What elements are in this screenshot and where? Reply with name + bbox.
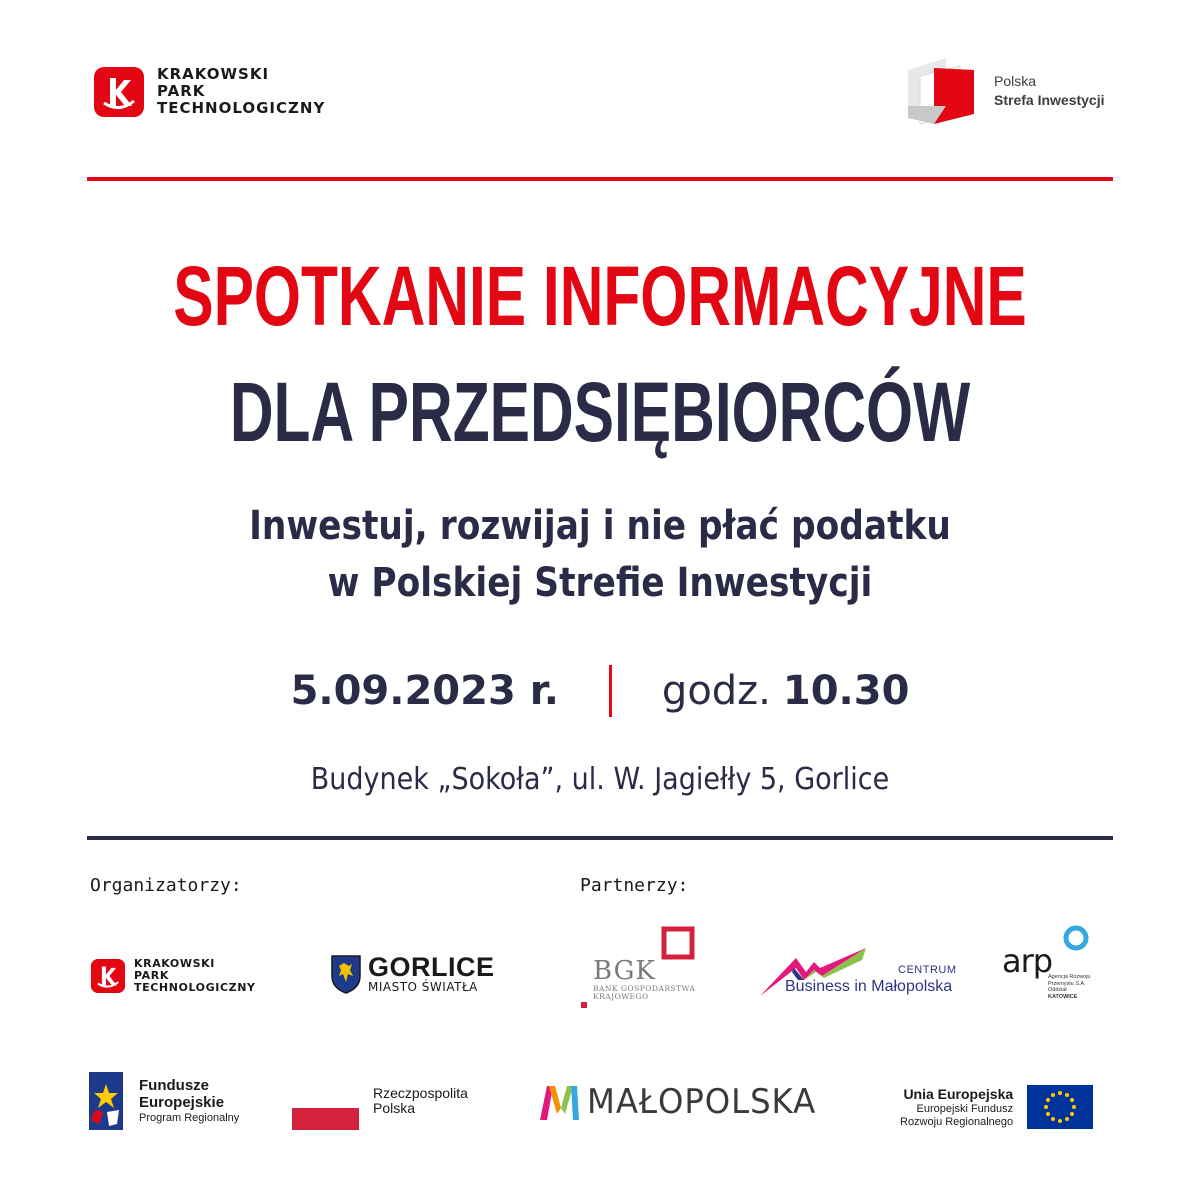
fe-logo (89, 1072, 239, 1130)
rp-logo (292, 1085, 468, 1132)
partner-arp-logo (1000, 924, 1100, 1008)
fe-line1: Fundusze (139, 1076, 209, 1094)
kpt-logo (94, 66, 325, 117)
fe-star-icon (89, 1072, 123, 1130)
arp-sub1: Agencja Rozwoju (1048, 974, 1091, 980)
date-time-row (0, 665, 1200, 717)
bim-centrum: CENTRUM (898, 964, 957, 976)
subtitle-line2: w Polskiej Strefie Inwestycji (327, 560, 873, 606)
bgk-sub1: BANK GOSPODARSTWA (593, 984, 696, 993)
gorlice-name: GORLICE (368, 952, 495, 982)
malopolska-logo (537, 1080, 828, 1124)
event-date: 5.09.2023 r. (290, 668, 559, 714)
eu-logo (900, 1085, 1093, 1129)
gorlice-tagline: MIASTO ŚWIATŁA (368, 980, 478, 994)
kpt-k-icon (94, 67, 144, 117)
organizer-gorlice-logo (330, 954, 495, 994)
eu-line2: Europejski Fundusz (916, 1103, 1014, 1115)
rp-line2: Polska (373, 1100, 416, 1116)
kpt-logo-line3: TECHNOLOGICZNY (157, 99, 326, 117)
kpt-k-icon (91, 959, 125, 993)
malopolska-name: MAŁOPOLSKA (587, 1082, 817, 1122)
malopolska-m-icon (537, 1080, 581, 1124)
psi-logo-line1: Polska (994, 73, 1037, 89)
bgk-sub2: KRAJOWEGO (593, 992, 649, 1001)
eu-line3: Rozwoju Regionalnego (900, 1116, 1014, 1128)
kpt-logo-line1: KRAKOWSKI (157, 65, 270, 83)
bgk-name: BGK (593, 956, 656, 986)
title-line1: SPOTKANIE INFORMACYJNE (173, 249, 1027, 343)
time-prefix: godz. (661, 668, 771, 714)
date-separator (609, 665, 612, 717)
organizer-kpt-logo (91, 958, 256, 994)
partner-bim-logo (758, 946, 958, 1002)
gorlice-crest-icon (330, 954, 362, 994)
eu-flag-icon (1027, 1085, 1093, 1129)
arp-sub3: Oddział (1048, 987, 1067, 993)
bim-name: Business in Małopolska (785, 978, 953, 995)
title-line2: DLA PRZEDSIĘBIORCÓW (229, 365, 971, 459)
subtitle-line1: Inwestuj, rozwijaj i nie płać podatku (249, 503, 951, 549)
kpt-logo-line2: PARK (157, 82, 206, 100)
arp-sub2: Przemysłu S.A. (1048, 980, 1086, 987)
organizer-kpt-line3: TECHNOLOGICZNY (134, 981, 256, 994)
rp-line1: Rzeczpospolita (373, 1085, 468, 1101)
psi-emblem-icon (906, 56, 976, 126)
eu-line1: Unia Europejska (903, 1086, 1014, 1102)
arp-name: arp (1002, 942, 1053, 980)
partners-label: Partnerzy: (580, 875, 689, 896)
psi-logo-line2: Strefa Inwestycji (994, 92, 1105, 108)
event-venue: Budynek „Sokoła”, ul. W. Jagiełły 5, Gorlice (310, 762, 890, 797)
organizer-kpt-line1: KRAKOWSKI (134, 957, 215, 970)
event-time: 10.30 (782, 668, 910, 714)
psi-logo (906, 56, 1105, 126)
polish-flag-icon (292, 1090, 359, 1132)
organizers-label: Organizatorzy: (90, 875, 242, 896)
bottom-divider (87, 836, 1113, 840)
fe-line2: Europejskie (139, 1093, 225, 1111)
partner-bgk-logo (580, 926, 700, 1010)
arp-sub4: KATOWICE (1048, 993, 1078, 1000)
fe-line3: Program Regionalny (139, 1111, 240, 1124)
top-divider (87, 177, 1113, 181)
organizer-kpt-line2: PARK (134, 969, 169, 982)
